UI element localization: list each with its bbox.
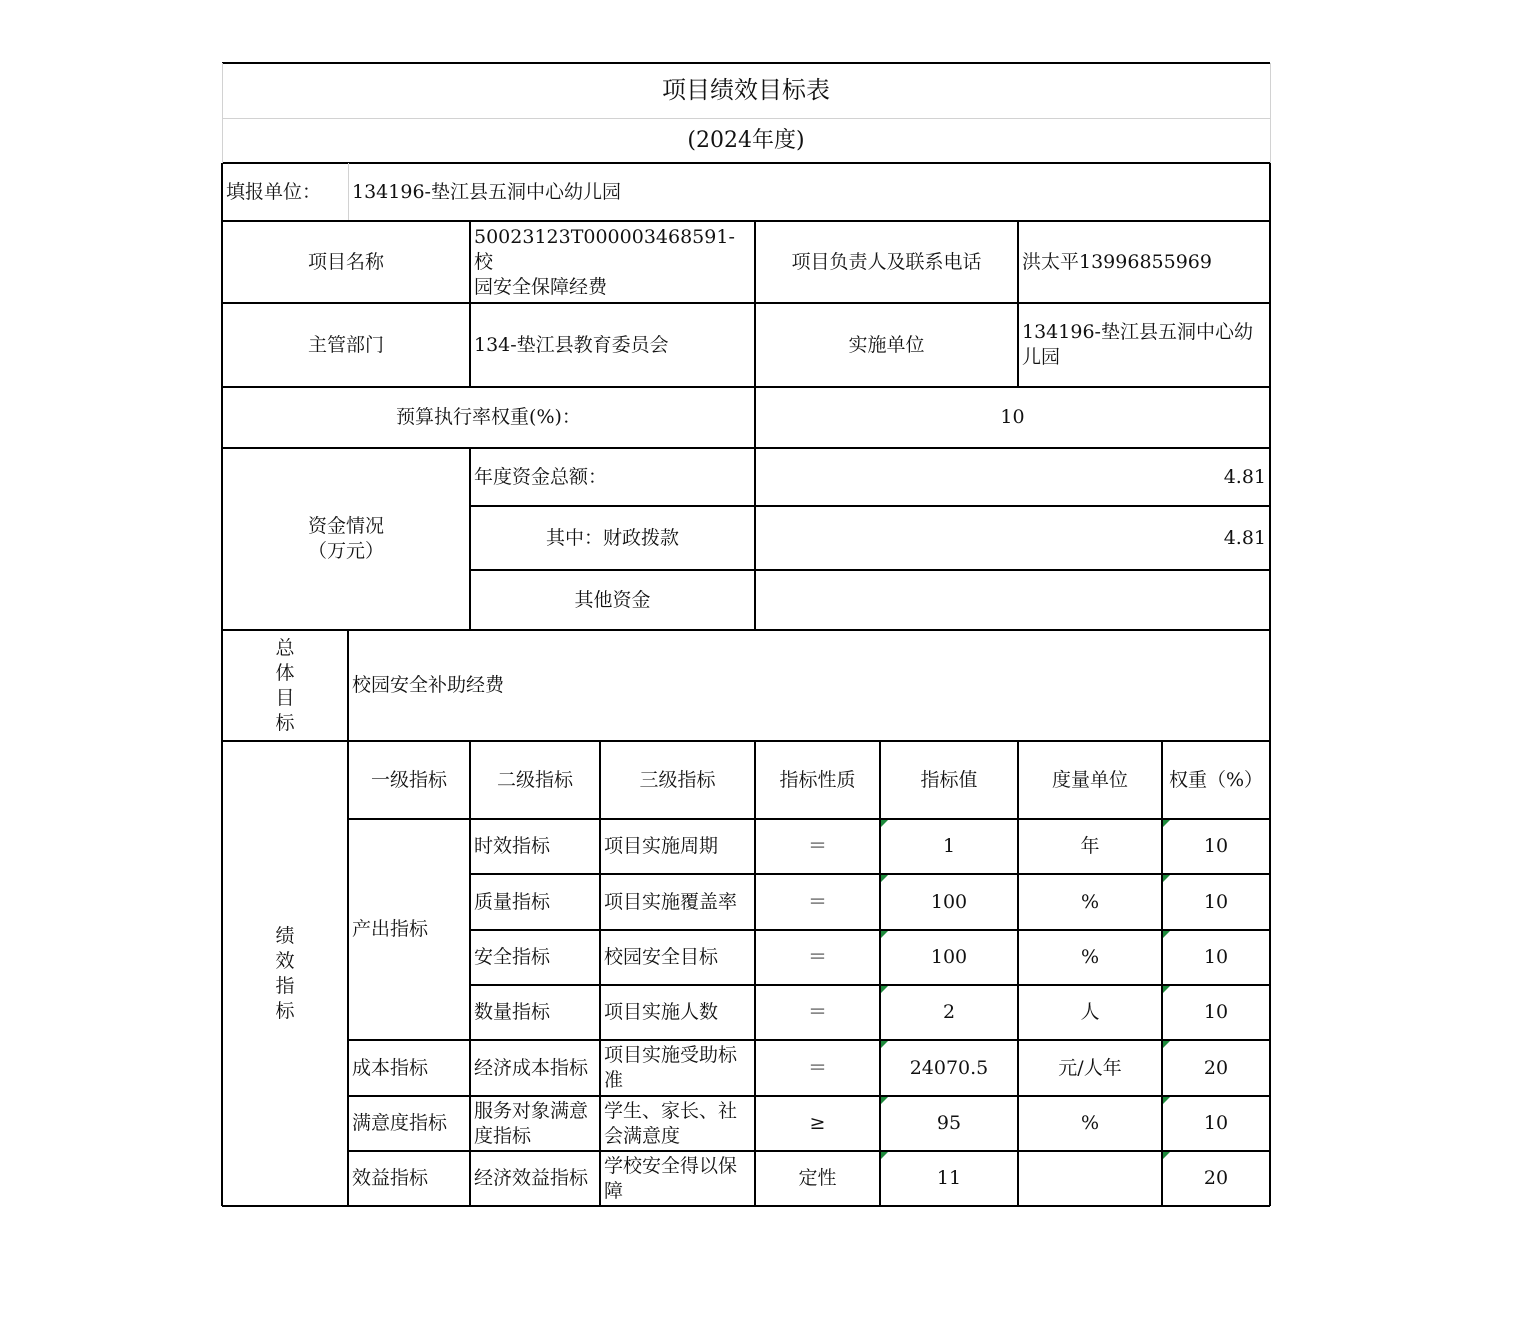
- grid-line: [222, 63, 223, 163]
- level3-cell: 校园安全目标: [604, 946, 719, 968]
- level2-cell: 安全指标: [474, 946, 551, 968]
- weight-corner-marker-icon: [1163, 1041, 1170, 1048]
- funds-other-value: [755, 570, 1270, 630]
- weight-corner-marker-icon: [1163, 1152, 1170, 1159]
- implementing-unit-value: [1018, 303, 1270, 387]
- nature-cell: ＝: [807, 1001, 827, 1023]
- funds-label-line-1: 资金情况: [307, 515, 384, 537]
- level2-cell: 服务对象满意度指标: [474, 1099, 589, 1147]
- level2-cell: 时效指标: [474, 835, 551, 857]
- year-subtitle: (2024年度): [687, 128, 805, 153]
- level2-cell: 质量指标: [474, 890, 551, 913]
- implementing-unit-value-line-1: 134196-垫江县五洞中心幼: [1022, 321, 1253, 343]
- indicators-label-line-1: 绩: [275, 924, 295, 947]
- level3-cell: 学生、家长、社会满意度: [604, 1099, 738, 1147]
- level2-cell: 经济效益指标: [474, 1167, 589, 1189]
- value-corner-marker-icon: [881, 1041, 888, 1048]
- nature-cell: ＝: [807, 890, 827, 913]
- weight-cell: 10: [1203, 946, 1229, 968]
- overall-goal-value: 校园安全补助经费: [352, 674, 505, 696]
- project-name-value-line-1: 50023123T000003468591-校: [474, 225, 735, 273]
- overall-goal-label-line-2: 体: [275, 661, 295, 684]
- value-corner-marker-icon: [881, 1097, 888, 1104]
- value-corner-marker-icon: [881, 931, 888, 938]
- implementing-unit-value-line-2: 儿园: [1022, 346, 1061, 368]
- project-name-value-line-2: 园安全保障经费: [474, 275, 608, 298]
- weight-cell: 10: [1203, 890, 1229, 913]
- weight-corner-marker-icon: [1163, 820, 1170, 827]
- funds-fiscal-label: 其中：财政拨款: [545, 526, 679, 549]
- weight-cell: 20: [1203, 1056, 1229, 1079]
- funds-fiscal-value: 4.81: [1223, 526, 1266, 549]
- weight-cell: 10: [1203, 835, 1229, 857]
- value-cell: 11: [936, 1167, 962, 1189]
- funds-label: [222, 448, 470, 630]
- weight-corner-marker-icon: [1163, 931, 1170, 938]
- header-level2: 二级指标: [496, 768, 573, 791]
- unit-cell: [1018, 1151, 1162, 1206]
- grid-line: [1269, 163, 1271, 1206]
- unit-cell: 年: [1080, 835, 1100, 857]
- level3-cell: 项目实施人数: [604, 1001, 719, 1023]
- reporting-unit-label: 填报单位：: [226, 180, 322, 203]
- overall-goal-label-text: [275, 636, 294, 736]
- header-nature: 指标性质: [779, 768, 856, 791]
- funds-label-text: [308, 514, 384, 564]
- indicators-label-line-4: 标: [275, 999, 295, 1022]
- value-cell: 95: [936, 1112, 962, 1134]
- unit-cell: 元/人年: [1058, 1056, 1122, 1079]
- funds-label-line-2: （万元）: [307, 540, 384, 562]
- weight-corner-marker-icon: [1163, 1097, 1170, 1104]
- indicators-label: [222, 741, 348, 1206]
- grid-line: [1270, 63, 1271, 163]
- level2-cell: 经济成本指标: [474, 1056, 589, 1079]
- overall-goal-label-line-1: 总: [275, 636, 295, 659]
- funds-total-label: 年度资金总额：: [474, 465, 608, 488]
- unit-cell: %: [1080, 890, 1100, 913]
- nature-cell: ＝: [807, 946, 827, 968]
- nature-cell: ＝: [807, 835, 827, 857]
- grid-line: [348, 163, 349, 221]
- indicators-label-line-3: 指: [275, 974, 295, 997]
- level3-cell: 项目实施覆盖率: [604, 890, 738, 913]
- grid-line: [222, 1205, 1270, 1207]
- level1-cell: 满意度指标: [352, 1112, 448, 1134]
- overall-goal-label-line-4: 标: [275, 711, 295, 734]
- indicators-label-line-2: 效: [275, 949, 295, 972]
- value-cell: 100: [930, 946, 968, 968]
- budget-rate-value: 10: [1000, 406, 1025, 428]
- nature-cell: ＝: [807, 1056, 827, 1079]
- value-cell: 24070.5: [909, 1056, 989, 1079]
- project-name-value-text: [474, 225, 751, 300]
- value-cell: 2: [942, 1001, 956, 1023]
- level1-cell: 效益指标: [352, 1167, 429, 1189]
- budget-rate-label: 预算执行率权重(%)：: [396, 406, 581, 428]
- project-owner-value: 洪太平13996855969: [1022, 250, 1212, 273]
- value-cell: 100: [930, 890, 968, 913]
- level3-cell: 项目实施受助标准: [604, 1044, 738, 1091]
- nature-cell: ≥: [809, 1112, 826, 1134]
- funds-total-value: 4.81: [1223, 465, 1266, 488]
- level1-cell: 成本指标: [352, 1056, 429, 1079]
- project-name-label: 项目名称: [307, 250, 384, 273]
- funds-other-label: 其他资金: [574, 588, 651, 611]
- page-title: 项目绩效目标表: [662, 76, 830, 104]
- indicators-label-text: [275, 924, 294, 1024]
- level3-cell: 学校安全得以保障: [604, 1154, 738, 1202]
- weight-corner-marker-icon: [1163, 875, 1170, 882]
- project-owner-label: 项目负责人及联系电话: [791, 250, 982, 273]
- unit-cell: %: [1080, 1112, 1100, 1134]
- overall-goal-label-line-3: 目: [275, 686, 295, 709]
- overall-goal-label: [222, 630, 348, 741]
- unit-cell: 人: [1080, 1001, 1100, 1023]
- weight-cell: 10: [1203, 1001, 1229, 1023]
- header-unit: 度量单位: [1051, 768, 1128, 791]
- weight-corner-marker-icon: [1163, 986, 1170, 993]
- header-level1: 一级指标: [370, 768, 447, 791]
- header-level3: 三级指标: [639, 768, 716, 791]
- unit-cell: %: [1080, 946, 1100, 968]
- value-corner-marker-icon: [881, 1152, 888, 1159]
- value-corner-marker-icon: [881, 986, 888, 993]
- weight-cell: 20: [1203, 1167, 1229, 1189]
- value-corner-marker-icon: [881, 820, 888, 827]
- nature-cell: 定性: [798, 1167, 837, 1189]
- grid-line: [221, 163, 223, 1206]
- header-weight: 权重（%）: [1168, 768, 1264, 791]
- level3-cell: 项目实施周期: [604, 835, 719, 857]
- implementing-unit-label: 实施单位: [848, 333, 925, 356]
- implementing-unit-value-text: [1022, 320, 1253, 370]
- level1-output: 产出指标: [352, 918, 429, 940]
- department-value: 134-垫江县教育委员会: [474, 333, 669, 356]
- project-name-value: [470, 221, 755, 303]
- level2-cell: 数量指标: [474, 1001, 551, 1023]
- value-corner-marker-icon: [881, 875, 888, 882]
- weight-cell: 10: [1203, 1112, 1229, 1134]
- value-cell: 1: [942, 835, 956, 857]
- header-value: 指标值: [920, 768, 978, 791]
- department-label: 主管部门: [307, 333, 384, 356]
- reporting-unit-value: 134196-垫江县五洞中心幼儿园: [352, 180, 621, 203]
